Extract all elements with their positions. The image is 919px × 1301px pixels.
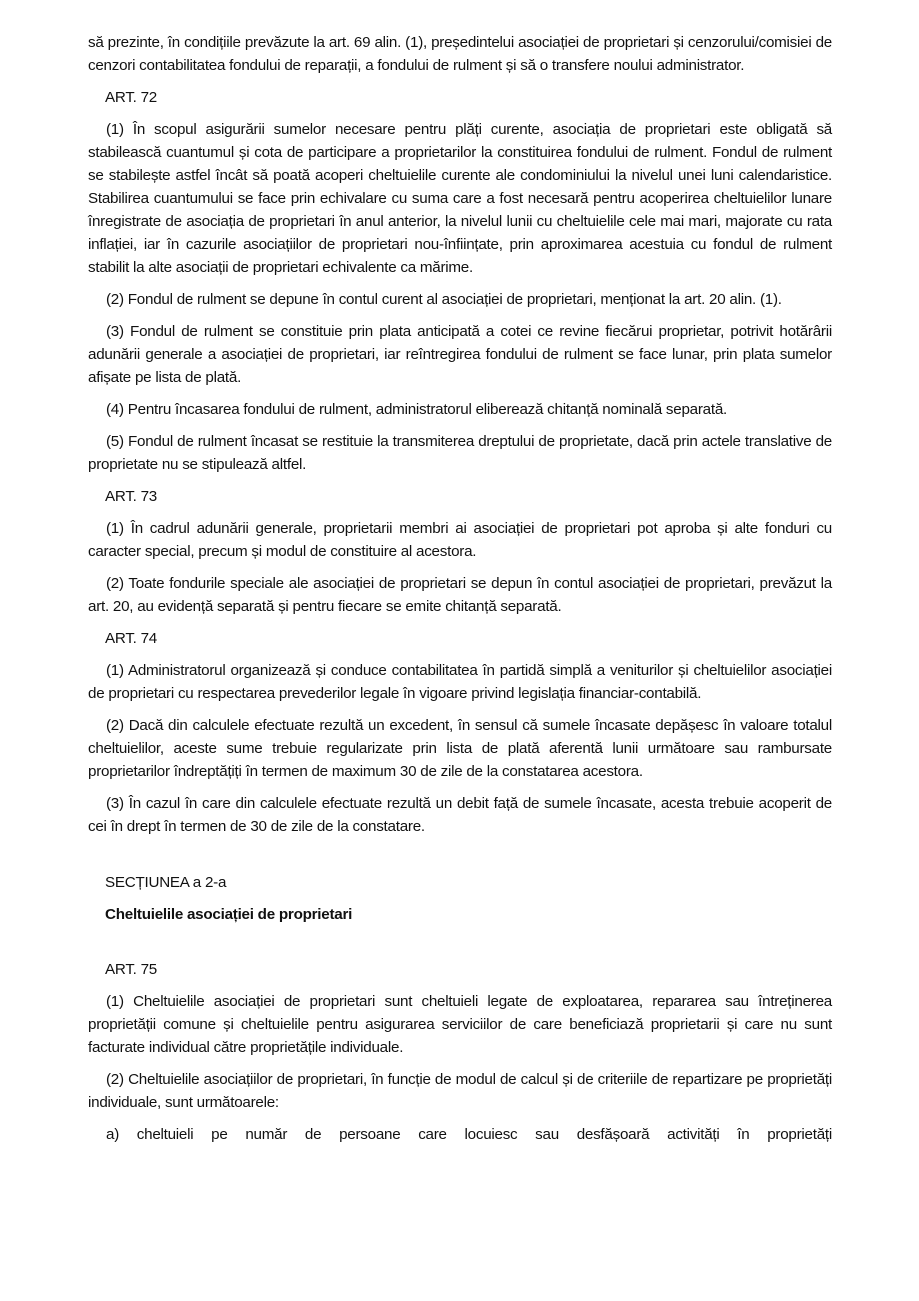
article-heading-74: ART. 74: [105, 630, 157, 647]
article-heading-72: ART. 72: [105, 89, 157, 106]
document-page: [88, 31, 832, 1146]
paragraph-art72-3: (3) Fondul de rulment se constituie prin plata anticipată a cotei ce revine fiecărui proprietar, potrivit hotărârii adunării generale a asociației de proprietari, iar reîntregirea fondului de rulment se face lunar, prin plata sumelor afișate pe lista de plată.: [88, 323, 832, 386]
paragraph-art73-1: (1) În cadrul adunării generale, proprietarii membri ai asociației de proprietari pot aproba și alte fonduri cu caracter special, precum și modul de constituire al acestora.: [88, 520, 832, 560]
paragraph-art72-4: (4) Pentru încasarea fondului de rulment, administratorul eliberează chitanță nominală separată.: [106, 401, 727, 418]
paragraph-art74-2: (2) Dacă din calculele efectuate rezultă un excedent, în sensul că sumele încasate depășesc în valoare totalul cheltuielilor, aceste sume trebuie regularizate prin lista de plată aferentă lunii următoare sau rambursate proprietarilor îndreptățiți în termen de maximum 30 de zile de la constatarea acestora.: [88, 717, 832, 780]
article-heading-75: ART. 75: [105, 961, 157, 978]
paragraph-art72-1: (1) În scopul asigurării sumelor necesare pentru plăți curente, asociația de proprietari este obligată să stabilească cuantumul și cota de participare a proprietarilor la constituirea fondului de rulment. Fondul de rulment se stabilește astfel încât să poată acoperi cheltuielile curente ale condominiului la nivelul unei luni calendaristice. Stabilirea cuantumului se face prin echivalare cu suma care a fost necesară pentru acoperirea cheltuielilor lunare înregistrate de asociația de proprietari în anul anterior, la nivelul lunii cu cheltuielile cele mai mari, majorate cu rata inflației, iar în cazurile asociațiilor de proprietari nou-înființate, prin aproximarea acestuia cu fondul de rulment stabilit la alte asociații de proprietari echivalente ca mărime.: [88, 121, 832, 276]
paragraph-art72-5: (5) Fondul de rulment încasat se restituie la transmiterea dreptului de proprietate, dacă prin actele translative de proprietate nu se stipulează altfel.: [88, 433, 832, 473]
paragraph-art75-2: (2) Cheltuielile asociațiilor de proprietari, în funcție de modul de calcul și de criteriile de repartizare pe proprietăți individuale, sunt următoarele:: [88, 1071, 832, 1111]
article-heading-73: ART. 73: [105, 488, 157, 505]
paragraph-art74-3: (3) În cazul în care din calculele efectuate rezultă un debit față de sumele încasate, acesta trebuie acoperit de cei în drept în termen de 30 de zile de la constatare.: [88, 795, 832, 835]
paragraph-art71-continuation: să prezinte, în condițiile prevăzute la art. 69 alin. (1), președintelui asociației de proprietari și cenzorului/comisiei de cenzori contabilitatea fondului de reparații, a fondului de rulment și să o transfere noului administrator.: [88, 34, 832, 74]
paragraph-art74-1: (1) Administratorul organizează și conduce contabilitatea în partidă simplă a veniturilor și cheltuielilor asociației de proprietari cu respectarea prevederilor legale în vigoare privind legislația financiar-contabilă.: [88, 662, 832, 702]
paragraph-art75-1: (1) Cheltuielile asociației de proprietari sunt cheltuieli legate de exploatarea, repararea sau întreținerea proprietății comune și cheltuielile pentru asigurarea serviciilor de care beneficiază proprietarii și care nu sunt facturate individual către proprietățile individuale.: [88, 993, 832, 1056]
section-title: Cheltuielile asociației de proprietari: [105, 906, 353, 923]
paragraph-art73-2: (2) Toate fondurile speciale ale asociației de proprietari se depun în contul asociației de proprietari, prevăzut la art. 20, au evidență separată și pentru fiecare se emite chitanță separată.: [88, 575, 832, 615]
paragraph-art72-2: (2) Fondul de rulment se depune în contul curent al asociației de proprietari, menționat la art. 20 alin. (1).: [106, 291, 782, 308]
paragraph-art75-2a: a) cheltuieli pe număr de persoane care locuiesc sau desfășoară activități în proprietăți: [106, 1126, 832, 1143]
section-label: SECȚIUNEA a 2-a: [105, 874, 227, 891]
